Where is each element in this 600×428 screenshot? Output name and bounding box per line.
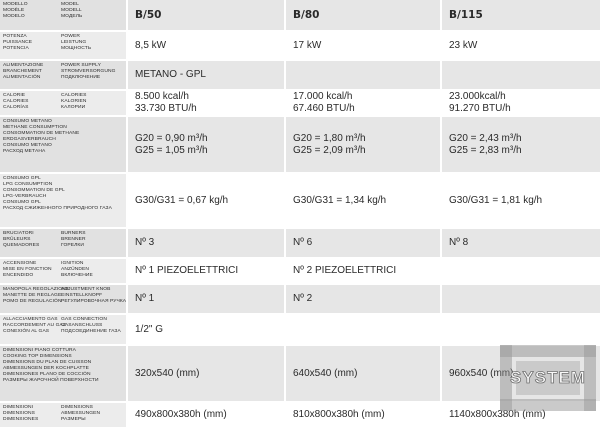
header-label-cell xyxy=(0,0,128,30)
label-text: MANETTE DE REGLAGE xyxy=(3,293,62,299)
spec-value xyxy=(449,91,511,115)
value-line: Nº 2 PIEZOELETTRICI xyxy=(293,265,397,276)
label-line xyxy=(3,149,124,155)
label-text: МОЩНОСТЬ xyxy=(61,46,92,52)
label-text: GAS CONNECTION xyxy=(61,317,107,322)
spec-label-cell xyxy=(0,259,128,283)
spec-labels xyxy=(3,348,124,385)
spec-value-cell xyxy=(128,315,286,344)
label-text: MODEL xyxy=(61,2,79,7)
value-line: G25 = 1,05 m³/h xyxy=(135,144,208,156)
label-text: CONSUMO METANO xyxy=(3,119,52,124)
spec-value-cell xyxy=(442,285,600,313)
spec-labels xyxy=(3,287,127,305)
label-text: LPG CONSUMPTION xyxy=(3,182,53,188)
label-line xyxy=(3,206,124,212)
label-text: КАЛОРИИ xyxy=(61,105,86,111)
spec-value xyxy=(293,133,366,157)
spec-value xyxy=(449,133,522,157)
value-line: 490x800x380h (mm) xyxy=(135,409,227,420)
spec-value xyxy=(135,133,208,157)
value-line: G20 = 1,80 m³/h xyxy=(293,132,366,144)
label-text: STROMVERSORGUNG xyxy=(61,69,116,75)
logo-text: SYSTEM xyxy=(510,368,586,387)
label-text: BRENNER xyxy=(61,237,86,243)
spec-labels xyxy=(3,176,124,213)
label-line xyxy=(3,273,124,279)
label-text: CONSUMO GPL xyxy=(3,176,41,181)
value-line: 8,5 kW xyxy=(135,39,167,51)
label-text: CALORIES xyxy=(3,99,29,105)
value-line: 960x540 (mm) xyxy=(449,367,514,379)
label-line xyxy=(3,243,124,249)
label-text: МОДЕЛЬ xyxy=(61,14,83,20)
label-text: CALORIES xyxy=(61,93,87,98)
value-line: 320x540 (mm) xyxy=(135,367,200,379)
value-line: 33.730 BTU/h xyxy=(135,103,197,114)
spec-value xyxy=(293,40,321,52)
label-text: ANZÜNDEN xyxy=(61,267,89,273)
value-line: Nº 1 PIEZOELETTRICI xyxy=(135,265,239,276)
label-text: ABMESSUNGEN DER KOCHPLATTE xyxy=(3,366,89,372)
spec-label-cell xyxy=(0,117,128,172)
label-text: CALORIE xyxy=(3,93,26,98)
spec-row xyxy=(0,61,600,90)
label-text: GASANSCHLUSS xyxy=(61,323,103,329)
label-text: CONSUMO GPL xyxy=(3,200,41,206)
label-text: DIMENSIONS xyxy=(3,411,35,417)
spec-value xyxy=(135,69,206,81)
label-text: ПОДСОЕДИНЕНИЕ ГАЗА xyxy=(61,329,121,335)
spec-value-cell xyxy=(128,259,286,283)
spec-value xyxy=(135,368,199,380)
value-line: 1/2" G xyxy=(135,323,164,335)
spec-label-cell xyxy=(0,32,128,59)
spec-row xyxy=(0,285,600,314)
value-line: METANO - GPL xyxy=(135,69,206,80)
label-text: РАЗМЕРЫ xyxy=(61,417,86,423)
header-row xyxy=(0,0,600,31)
label-text: CONEXIÓN AL GAS xyxy=(3,329,50,335)
spec-value-cell xyxy=(128,61,286,89)
spec-value xyxy=(135,237,154,249)
label-text: ГОРЕЛКИ xyxy=(61,243,84,249)
label-text: DIMENSIONI PIANO COTTURA xyxy=(3,348,77,353)
spec-value xyxy=(293,237,312,249)
label-text: BRUCIATORI xyxy=(3,231,34,236)
label-line xyxy=(3,75,124,81)
label-text: KALORIEN xyxy=(61,99,87,105)
label-line xyxy=(3,46,124,52)
spec-value-cell xyxy=(128,346,286,401)
spec-value-cell xyxy=(286,61,442,89)
spec-value xyxy=(135,265,238,277)
label-line xyxy=(3,105,124,111)
value-line: G20 = 0,90 m³/h xyxy=(135,132,208,144)
spec-labels xyxy=(3,405,124,423)
spec-label-cell xyxy=(0,346,128,401)
value-line: 17.000 kcal/h xyxy=(293,91,353,102)
spec-labels xyxy=(3,93,124,111)
label-text: DIMENSIONS xyxy=(61,405,93,410)
spec-value-cell xyxy=(442,315,600,344)
spec-value-cell xyxy=(442,91,600,115)
value-line: 640x540 (mm) xyxy=(293,367,358,379)
label-text: РАЗМЕРЫ ЖАРОЧНОЙ ПОВЕРХНОСТИ xyxy=(3,378,99,384)
spec-label-cell xyxy=(0,174,128,227)
spec-value xyxy=(293,91,355,115)
label-text: MODELL xyxy=(61,8,82,14)
header-labels xyxy=(3,2,124,20)
label-text: EINSTELLKNOPF xyxy=(61,293,103,299)
label-text: CONSUMO METANO xyxy=(3,143,52,149)
spec-value xyxy=(135,293,154,305)
label-text: MISE EN FONCTION xyxy=(3,267,52,273)
spec-labels xyxy=(3,261,124,279)
spec-value-cell xyxy=(128,285,286,313)
spec-value xyxy=(449,40,477,52)
spec-labels xyxy=(3,231,124,249)
value-line: 810x800x380h (mm) xyxy=(293,409,385,420)
label-text: BRANCHEMENT xyxy=(3,69,42,75)
label-text: CONSOMMATION DE METHANE xyxy=(3,131,80,137)
label-text: DIMENSIONES PLANO DE COCCIÓN xyxy=(3,372,91,378)
label-text: ALIMENTACIÓN xyxy=(3,75,41,81)
spec-label-cell xyxy=(0,315,128,344)
label-text: РАСХОД МЕТАНА xyxy=(3,149,46,155)
label-line xyxy=(3,329,124,335)
label-text: ALIMENTAZIONE xyxy=(3,63,44,68)
value-line: 23 kW xyxy=(449,39,478,51)
label-text: POMO DE REGULACIÓN xyxy=(3,299,62,305)
model-b115-header xyxy=(442,0,600,30)
spec-value-cell xyxy=(442,259,600,283)
model-name: B/50 xyxy=(135,9,162,21)
spec-value-cell xyxy=(128,229,286,257)
label-text: LEISTUNG xyxy=(61,40,87,46)
label-text: BURNERS xyxy=(61,231,86,236)
label-text: POWER SUPPLY xyxy=(61,63,101,68)
value-line: 67.460 BTU/h xyxy=(293,103,355,114)
value-line: G25 = 2,09 m³/h xyxy=(293,144,366,156)
value-line: G25 = 2,83 m³/h xyxy=(449,144,522,156)
label-text: ВКЛЮЧЕНИЕ xyxy=(61,273,93,279)
spec-value xyxy=(293,368,357,380)
spec-value xyxy=(135,40,166,52)
value-line: Nº 8 xyxy=(449,237,469,248)
label-text xyxy=(45,149,124,155)
spec-labels xyxy=(3,119,124,156)
label-text xyxy=(99,378,124,384)
spec-value xyxy=(135,409,227,421)
label-text: ACCENSIONE xyxy=(3,261,37,266)
spec-value-cell xyxy=(286,32,442,59)
value-line: 1140x800x380h (mm) xyxy=(449,409,546,420)
label-text: CALORÍAS xyxy=(3,105,29,111)
spec-value-cell xyxy=(128,403,286,427)
spec-value-cell xyxy=(442,229,600,257)
label-text xyxy=(112,206,124,212)
model-name: B/115 xyxy=(449,9,483,21)
spec-value-cell xyxy=(286,346,442,401)
spec-value-cell xyxy=(286,174,442,227)
spec-value-cell xyxy=(442,117,600,172)
value-line: Nº 6 xyxy=(293,237,313,248)
value-line: G30/G31 = 1,81 kg/h xyxy=(449,194,543,206)
label-line xyxy=(3,299,127,305)
spec-row xyxy=(0,259,600,284)
label-text: ABMESSUNGEN xyxy=(61,411,101,417)
spec-value-cell xyxy=(442,174,600,227)
spec-value-cell xyxy=(286,259,442,283)
value-line: Nº 3 xyxy=(135,237,155,248)
label-text: CONSOMMATION DE GPL xyxy=(3,188,65,194)
value-line: 23.000kcal/h xyxy=(449,91,506,102)
spec-row xyxy=(0,229,600,258)
spec-value xyxy=(135,91,197,115)
spec-label-cell xyxy=(0,403,128,427)
value-line: G30/G31 = 1,34 kg/h xyxy=(293,194,387,206)
spec-value-cell xyxy=(128,91,286,115)
label-line xyxy=(3,14,124,20)
label-text: POWER xyxy=(61,34,80,39)
label-text: LPG-VERBRAUCH xyxy=(3,194,47,200)
value-line: G30/G31 = 0,67 kg/h xyxy=(135,194,229,206)
spec-value-cell xyxy=(128,32,286,59)
label-text: РЕГУЛИРОВОЧНАЯ РУЧКА xyxy=(61,299,127,305)
spec-row xyxy=(0,174,600,228)
value-line: 8.500 kcal/h xyxy=(135,91,189,102)
spec-row xyxy=(0,32,600,60)
spec-value xyxy=(449,237,468,249)
label-text: ADJUSTMENT KNOB xyxy=(61,287,111,292)
system-logo xyxy=(496,343,600,413)
spec-value xyxy=(135,195,228,207)
spec-value-cell xyxy=(286,117,442,172)
label-text: RACCORDEMENT AU GAZ xyxy=(3,323,66,329)
spec-value-cell xyxy=(286,403,442,427)
spec-row xyxy=(0,91,600,116)
spec-label-cell xyxy=(0,229,128,257)
label-text: QUEMADORES xyxy=(3,243,40,249)
label-line xyxy=(3,378,124,384)
spec-label-cell xyxy=(0,285,128,313)
spec-value xyxy=(293,195,386,207)
label-text: MODELLO xyxy=(3,2,28,7)
label-text: IGNITION xyxy=(61,261,84,266)
label-text: COOKING TOP DIMENSIONS xyxy=(3,354,72,360)
label-text: BRÛLEURS xyxy=(3,237,31,243)
spec-value-cell xyxy=(128,174,286,227)
label-text: DIMENSIONI xyxy=(3,405,34,410)
label-text: MODELO xyxy=(3,14,25,20)
spec-label-cell xyxy=(0,91,128,115)
model-b50-header xyxy=(128,0,286,30)
value-line: G20 = 2,43 m³/h xyxy=(449,132,522,144)
label-text: РАСХОД СЖИЖЕННОГО ПРИРОДНОГО ГАЗА xyxy=(3,206,112,212)
spec-value xyxy=(449,195,542,207)
spec-row xyxy=(0,117,600,173)
label-text: DIMENSIONES xyxy=(3,417,39,423)
label-text: POTENZA xyxy=(3,34,27,39)
label-text: MODÈLE xyxy=(3,8,25,14)
value-line: 17 kW xyxy=(293,39,322,51)
model-name: B/80 xyxy=(293,9,320,21)
spec-value xyxy=(135,324,163,336)
label-text: METHANE CONSUMPTION xyxy=(3,125,67,131)
spec-value-cell xyxy=(286,285,442,313)
model-b80-header xyxy=(286,0,442,30)
label-line xyxy=(3,417,124,423)
spec-value-cell xyxy=(286,315,442,344)
spec-row xyxy=(0,315,600,345)
label-text: ENCENDIDO xyxy=(3,273,34,279)
spec-value-cell xyxy=(286,91,442,115)
label-text: ERDGASVERBRAUCH xyxy=(3,137,56,143)
label-text: ПОДКЛЮЧЕНИЕ xyxy=(61,75,101,81)
spec-value-cell xyxy=(442,61,600,89)
value-line: Nº 1 xyxy=(135,293,155,304)
spec-value xyxy=(293,293,312,305)
label-text: POTENCIA xyxy=(3,46,29,52)
spec-labels xyxy=(3,317,124,335)
label-text: DIMENSIONS DU PLAN DE CUISSON xyxy=(3,360,92,366)
value-line: Nº 2 xyxy=(293,293,313,304)
spec-value xyxy=(293,409,385,421)
spec-labels xyxy=(3,34,124,52)
label-text: ALLACCIAMENTO GAS xyxy=(3,317,58,322)
spec-label-cell xyxy=(0,61,128,89)
label-text: PUISSANCE xyxy=(3,40,33,46)
spec-value xyxy=(293,265,396,277)
spec-labels xyxy=(3,63,124,81)
spec-value-cell xyxy=(286,229,442,257)
label-text: MANOPOLA REGOLAZIONE xyxy=(3,287,70,292)
spec-value-cell xyxy=(442,32,600,59)
value-line: 91.270 BTU/h xyxy=(449,103,511,114)
spec-value-cell xyxy=(128,117,286,172)
